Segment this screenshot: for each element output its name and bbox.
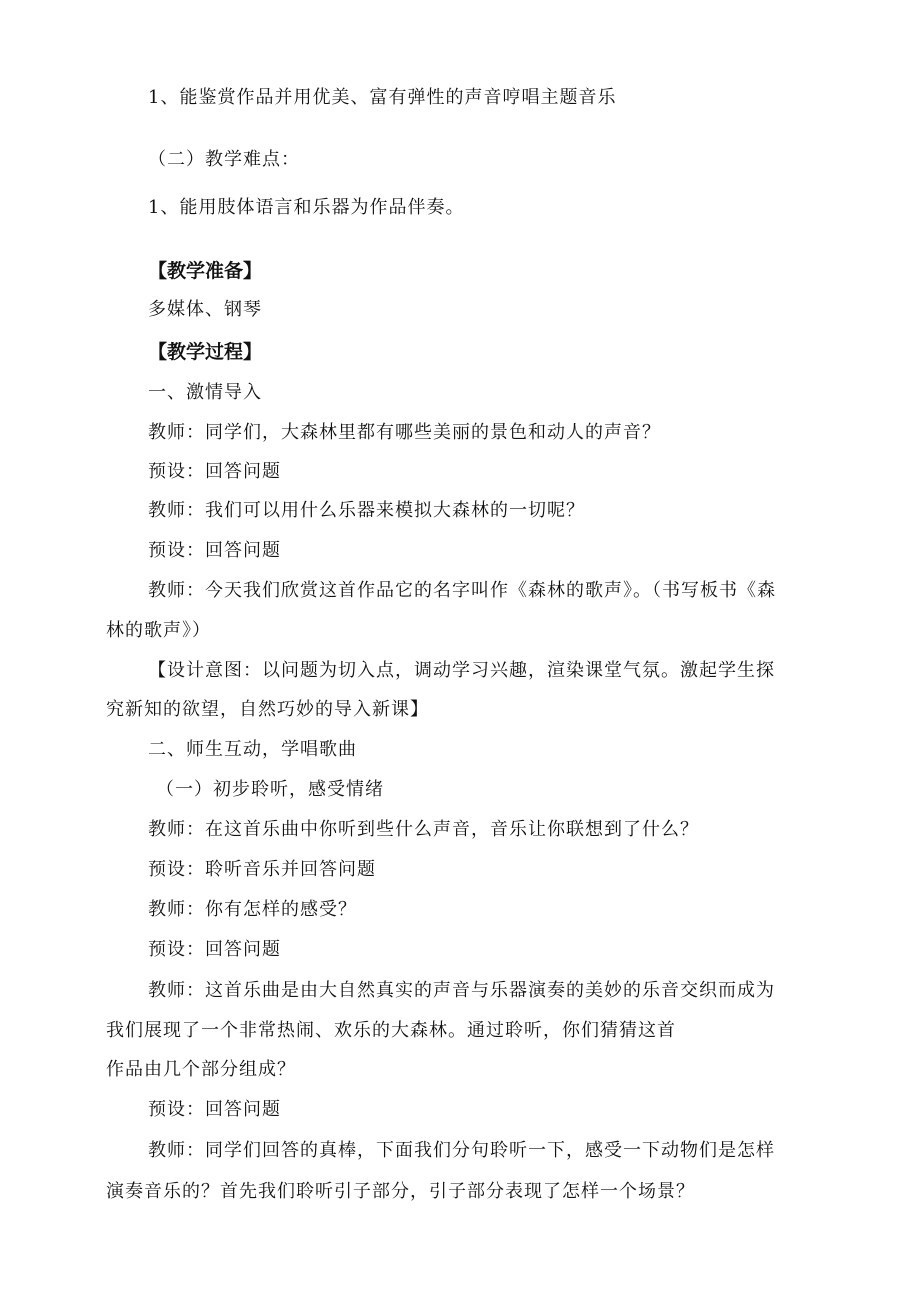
difficulty-1: 1、能用肢体语言和乐器为作品伴奏。 [148,197,465,218]
preset-line: 预设：回答问题 [148,540,281,561]
design-intent-continued: 究新知的欲望，自然巧妙的导入新课】 [106,699,429,720]
preparation-items: 多媒体、钢琴 [148,299,262,320]
teacher-line: 教师：我们可以用什么乐器来模拟大森林的一切呢？ [148,500,585,521]
teacher-line: 教师：你有怎样的感受？ [148,899,357,920]
heading-teaching-process: 【教学过程】 [148,341,263,363]
substep-one-title: （一）初步聆听，感受情绪 [156,779,384,800]
preset-line: 预设：聆听音乐并回答问题 [148,859,376,880]
design-intent: 【设计意图：以问题为切入点，调动学习兴趣，渲染课堂气氛。激起学生探 [148,660,775,681]
teacher-line: 教师：同学们，大森林里都有哪些美丽的景色和动人的声音？ [148,422,661,443]
step-one-title: 一、激情导入 [148,382,262,403]
heading-teaching-preparation: 【教学准备】 [148,260,263,282]
teacher-line: 教师：今天我们欣赏这首作品它的名字叫作《森林的歌声》。（书写板书《森 [148,580,776,601]
teacher-line-continued: 林的歌声》） [106,620,211,641]
teacher-line: 教师：这首乐曲是由大自然真实的声音与乐器演奏的美妙的乐音交织而成为 [148,980,775,1001]
teacher-line: 教师：同学们回答的真棒，下面我们分句聆听一下，感受一下动物们是怎样 [148,1140,775,1161]
teacher-line-continued: 我们展现了一个非常热闹、欢乐的大森林。通过聆听，你们猜猜这首 [106,1020,676,1041]
step-two-title: 二、师生互动，学唱歌曲 [148,739,357,760]
teacher-line: 教师：在这首乐曲中你听到些什么声音，音乐让你联想到了什么？ [148,819,699,840]
preset-line: 预设：回答问题 [148,461,281,482]
key-point-1: 1、能鉴赏作品并用优美、富有弹性的声音哼唱主题音乐 [148,87,617,108]
preset-line: 预设：回答问题 [148,939,281,960]
section-teaching-difficulty: （二）教学难点： [148,149,300,170]
teacher-line-continued: 演奏音乐的？首先我们聆听引子部分，引子部分表现了怎样一个场景？ [106,1181,695,1202]
teacher-line-continued: 作品由几个部分组成？ [106,1059,296,1080]
preset-line: 预设：回答问题 [148,1099,281,1120]
